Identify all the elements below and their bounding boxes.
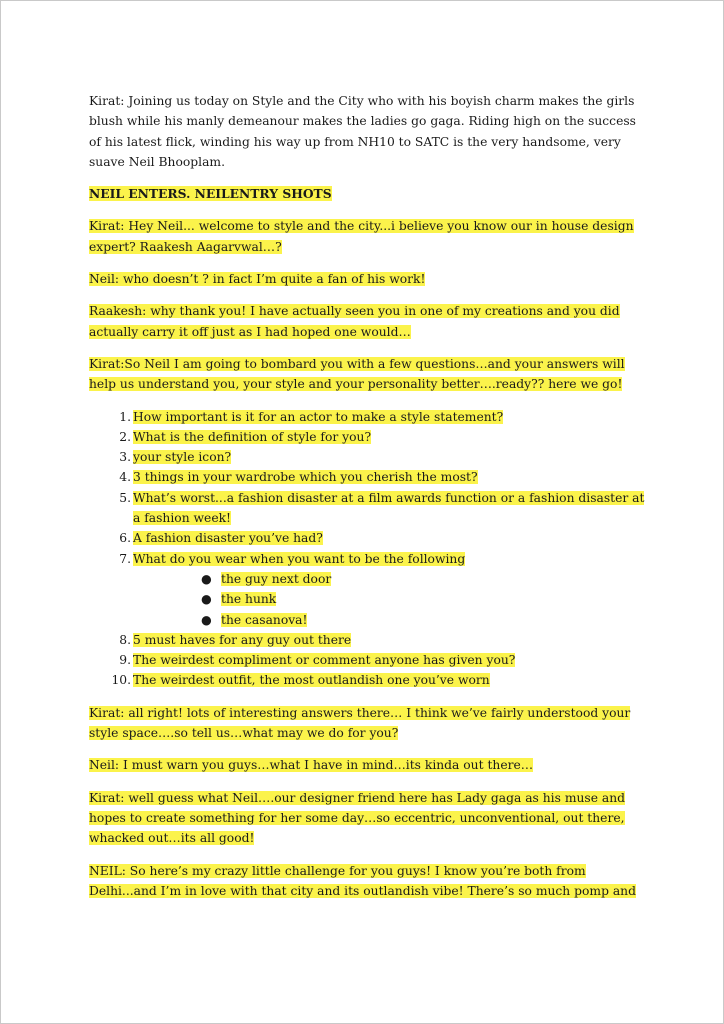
question-number: 7. xyxy=(119,551,131,566)
dialogue-paragraph xyxy=(89,216,645,257)
question-number: 9. xyxy=(119,653,131,668)
dialogue-text: Kirat:So Neil I am going to bombard you with a few questions…and your answers will help us understand you, your style and your personality better….ready?? here we go! xyxy=(89,356,625,392)
sub-bullet-list xyxy=(133,569,645,630)
question-item xyxy=(89,630,645,650)
sub-bullet-item xyxy=(133,589,645,609)
question-number: 1. xyxy=(119,409,131,424)
question-text: A fashion disaster you’ve had? xyxy=(133,531,323,546)
question-text: 3 things in your wardrobe which you cherish the most? xyxy=(133,470,478,485)
dialogue-text: Neil: who doesn’t ? in fact I’m quite a fan of his work! xyxy=(89,272,426,287)
question-number: 10. xyxy=(111,673,131,688)
question-number: 6. xyxy=(119,531,131,546)
question-list xyxy=(89,407,645,691)
question-item xyxy=(89,670,645,690)
scene-heading xyxy=(89,184,645,204)
question-item xyxy=(89,549,645,630)
question-item xyxy=(89,427,645,447)
scene-heading-text: NEIL ENTERS. NEILENTRY SHOTS xyxy=(89,186,332,202)
dialogue-paragraph xyxy=(89,301,645,342)
question-text: What’s worst...a fashion disaster at a film awards function or a fashion disaster at a fashion week! xyxy=(133,490,645,526)
question-number: 8. xyxy=(119,632,131,647)
dialogue-text: Raakesh: why thank you! I have actually seen you in one of my creations and you did actually carry it off just as I had hoped one would… xyxy=(89,304,620,339)
question-number: 5. xyxy=(119,490,131,505)
question-item xyxy=(89,650,645,670)
dialogue-text: Kirat: well guess what Neil….our designer friend here has Lady gaga as his muse and hopes to create something for her some day…so eccentric, unconventional, out there, whacked out…its all good! xyxy=(89,790,626,846)
dialogue-text: NEIL: So here’s my crazy little challenge for you guys! I know you’re both from Delhi...and I’m in love with that city and its outlandish vibe! There’s so much pomp and xyxy=(89,863,636,898)
question-number: 4. xyxy=(119,470,131,485)
question-number: 2. xyxy=(119,429,131,444)
bullet-icon: ● xyxy=(201,571,212,586)
dialogue-paragraph xyxy=(89,755,645,775)
dialogue-text: Kirat: all right! lots of interesting answers there… I think we’ve fairly understood your style space….so tell us…what may we do for you? xyxy=(89,705,631,741)
dialogue-paragraph xyxy=(89,269,645,289)
question-text: The weirdest compliment or comment anyone has given you? xyxy=(133,653,516,668)
dialogue-paragraph xyxy=(89,861,645,902)
question-text: your style icon? xyxy=(133,450,232,465)
sub-bullet-text: the guy next door xyxy=(221,571,332,586)
question-item xyxy=(89,528,645,548)
dialogue-text: Kirat: Hey Neil... welcome to style and the city...i believe you know our in house design expert? Raakesh Aagarvwal…? xyxy=(89,219,634,254)
sub-bullet-text: the casanova! xyxy=(221,612,308,627)
intro-paragraph: Kirat: Joining us today on Style and the City who with his boyish charm makes the girls blush while his manly demeanour makes the ladies go gaga. Riding high on the success of his latest flick, winding his way up from NH10 to SATC is the very handsome, very suave Neil Bhooplam. xyxy=(89,94,636,169)
question-text: The weirdest outfit, the most outlandish one you’ve worn xyxy=(133,673,490,688)
question-item xyxy=(89,467,645,487)
question-text: What is the definition of style for you? xyxy=(133,429,372,444)
question-number: 3. xyxy=(119,450,131,465)
question-item xyxy=(89,447,645,467)
question-text: How important is it for an actor to make a style statement? xyxy=(133,409,504,424)
question-item xyxy=(89,488,645,529)
document-body xyxy=(89,91,645,913)
sub-bullet-item xyxy=(133,569,645,589)
dialogue-paragraph xyxy=(89,703,645,744)
sub-bullet-item xyxy=(133,610,645,630)
question-item xyxy=(89,407,645,427)
bullet-icon: ● xyxy=(201,612,212,627)
question-text: 5 must haves for any guy out there xyxy=(133,632,352,647)
question-text: What do you wear when you want to be the following xyxy=(133,551,466,566)
dialogue-text: Neil: I must warn you guys…what I have in mind…its kinda out there… xyxy=(89,758,534,773)
dialogue-paragraph xyxy=(89,788,645,849)
dialogue-paragraph xyxy=(89,354,645,395)
sub-bullet-text: the hunk xyxy=(221,592,277,607)
bullet-icon: ● xyxy=(201,592,212,607)
